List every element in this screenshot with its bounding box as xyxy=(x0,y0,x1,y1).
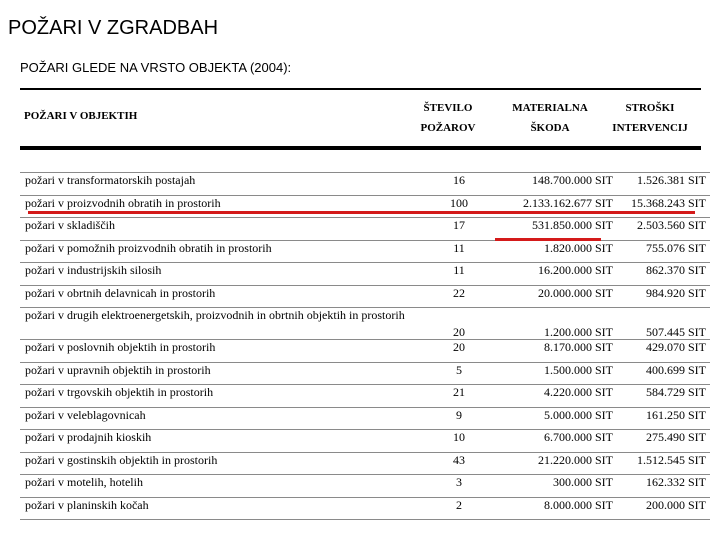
scanned-table xyxy=(20,88,706,520)
row-object: požari v transformatorskih postajah xyxy=(20,173,427,196)
row-object: požari v prodajnih kioskih xyxy=(20,430,427,453)
header-material-damage xyxy=(500,98,600,138)
row-object: požari v obrtnih delavnicah in prostorih xyxy=(20,285,427,308)
row-cost: 862.370 SIT xyxy=(615,263,710,286)
highlight-underline-warehouse-damage xyxy=(495,238,601,241)
row-count: 2 xyxy=(427,497,491,520)
row-damage: 2.133.162.677 SIT xyxy=(491,195,615,218)
row-cost: 1.512.545 SIT xyxy=(615,452,710,475)
row-cost: 162.332 SIT xyxy=(615,475,710,498)
table-row xyxy=(20,475,710,498)
table-row xyxy=(20,240,710,263)
row-damage: 16.200.000 SIT xyxy=(491,263,615,286)
slide-title: POŽARI V ZGRADBAH xyxy=(8,17,219,39)
row-damage: 1.500.000 SIT xyxy=(491,362,615,385)
table-row xyxy=(20,407,710,430)
slide-subtitle: POŽARI GLEDE NA VRSTO OBJEKTA (2004): xyxy=(20,60,292,75)
highlight-underline-production-row xyxy=(28,211,253,214)
row-object: požari v pomožnih proizvodnih obratih in prostorih xyxy=(20,240,427,263)
row-count: 9 xyxy=(427,407,491,430)
table-row xyxy=(20,285,710,308)
row-cost: 2.503.560 SIT xyxy=(615,218,710,241)
row-cost: 400.699 SIT xyxy=(615,362,710,385)
table-row xyxy=(20,308,710,340)
row-cost: 1.526.381 SIT xyxy=(615,173,710,196)
header-top-rule xyxy=(20,88,701,90)
table-row xyxy=(20,362,710,385)
row-cost: 507.445 SIT xyxy=(615,308,710,340)
highlight-underline-production-damage xyxy=(252,211,695,214)
row-count: 17 xyxy=(427,218,491,241)
row-object: požari v veleblagovnicah xyxy=(20,407,427,430)
header-intervention-cost-line2: INTERVENCIJ xyxy=(612,122,688,134)
header-intervention-cost-line1: STROŠKI xyxy=(625,102,675,114)
header-material-damage-line2: ŠKODA xyxy=(530,122,570,134)
header-material-damage-line1: MATERIALNA xyxy=(512,102,588,114)
row-damage: 5.000.000 SIT xyxy=(491,407,615,430)
header-fire-count-line2: POŽAROV xyxy=(420,122,476,134)
table-row xyxy=(20,173,710,196)
row-cost: 584.729 SIT xyxy=(615,385,710,408)
row-count: 22 xyxy=(427,285,491,308)
row-damage: 20.000.000 SIT xyxy=(491,285,615,308)
header-fire-count xyxy=(413,98,483,138)
row-count: 21 xyxy=(427,385,491,408)
row-object: požari v proizvodnih obratih in prostorih xyxy=(20,195,427,218)
row-cost: 15.368.243 SIT xyxy=(615,195,710,218)
row-damage: 300.000 SIT xyxy=(491,475,615,498)
row-count: 16 xyxy=(427,173,491,196)
row-damage: 8.000.000 SIT xyxy=(491,497,615,520)
row-cost: 200.000 SIT xyxy=(615,497,710,520)
row-damage: 4.220.000 SIT xyxy=(491,385,615,408)
row-count: 10 xyxy=(427,430,491,453)
row-damage: 148.700.000 SIT xyxy=(491,173,615,196)
table-row xyxy=(20,340,710,363)
row-object: požari v motelih, hotelih xyxy=(20,475,427,498)
row-cost: 984.920 SIT xyxy=(615,285,710,308)
row-damage: 1.200.000 SIT xyxy=(491,308,615,340)
row-count: 11 xyxy=(427,240,491,263)
row-count: 3 xyxy=(427,475,491,498)
row-count: 11 xyxy=(427,263,491,286)
header-bottom-rule xyxy=(20,146,701,150)
table-row xyxy=(20,218,710,241)
row-cost: 161.250 SIT xyxy=(615,407,710,430)
row-damage: 531.850.000 SIT xyxy=(491,218,615,241)
table-row xyxy=(20,430,710,453)
row-damage: 1.820.000 SIT xyxy=(491,240,615,263)
row-object: požari v planinskih kočah xyxy=(20,497,427,520)
header-intervention-cost xyxy=(605,98,695,138)
row-damage: 21.220.000 SIT xyxy=(491,452,615,475)
row-count: 43 xyxy=(427,452,491,475)
row-object: požari v skladiščih xyxy=(20,218,427,241)
row-cost: 275.490 SIT xyxy=(615,430,710,453)
header-fire-count-line1: ŠTEVILO xyxy=(423,102,473,114)
row-object: požari v drugih elektroenergetskih, proizvodnih in obrtnih objektih in prostorih xyxy=(20,308,427,340)
row-count: 5 xyxy=(427,362,491,385)
row-count: 20 xyxy=(427,308,491,340)
row-count: 100 xyxy=(427,195,491,218)
row-damage: 6.700.000 SIT xyxy=(491,430,615,453)
row-object: požari v industrijskih silosih xyxy=(20,263,427,286)
row-object: požari v poslovnih objektih in prostorih xyxy=(20,340,427,363)
header-object-type: POŽARI V OBJEKTIH xyxy=(24,110,138,122)
row-cost: 755.076 SIT xyxy=(615,240,710,263)
row-object: požari v gostinskih objektih in prostorih xyxy=(20,452,427,475)
row-cost: 429.070 SIT xyxy=(615,340,710,363)
row-object: požari v trgovskih objektih in prostorih xyxy=(20,385,427,408)
table-row xyxy=(20,263,710,286)
row-damage: 8.170.000 SIT xyxy=(491,340,615,363)
table-row xyxy=(20,452,710,475)
row-count: 20 xyxy=(427,340,491,363)
fires-table xyxy=(20,172,710,520)
table-row xyxy=(20,195,710,218)
table-row xyxy=(20,385,710,408)
row-object: požari v upravnih objektih in prostorih xyxy=(20,362,427,385)
table-row xyxy=(20,497,710,520)
